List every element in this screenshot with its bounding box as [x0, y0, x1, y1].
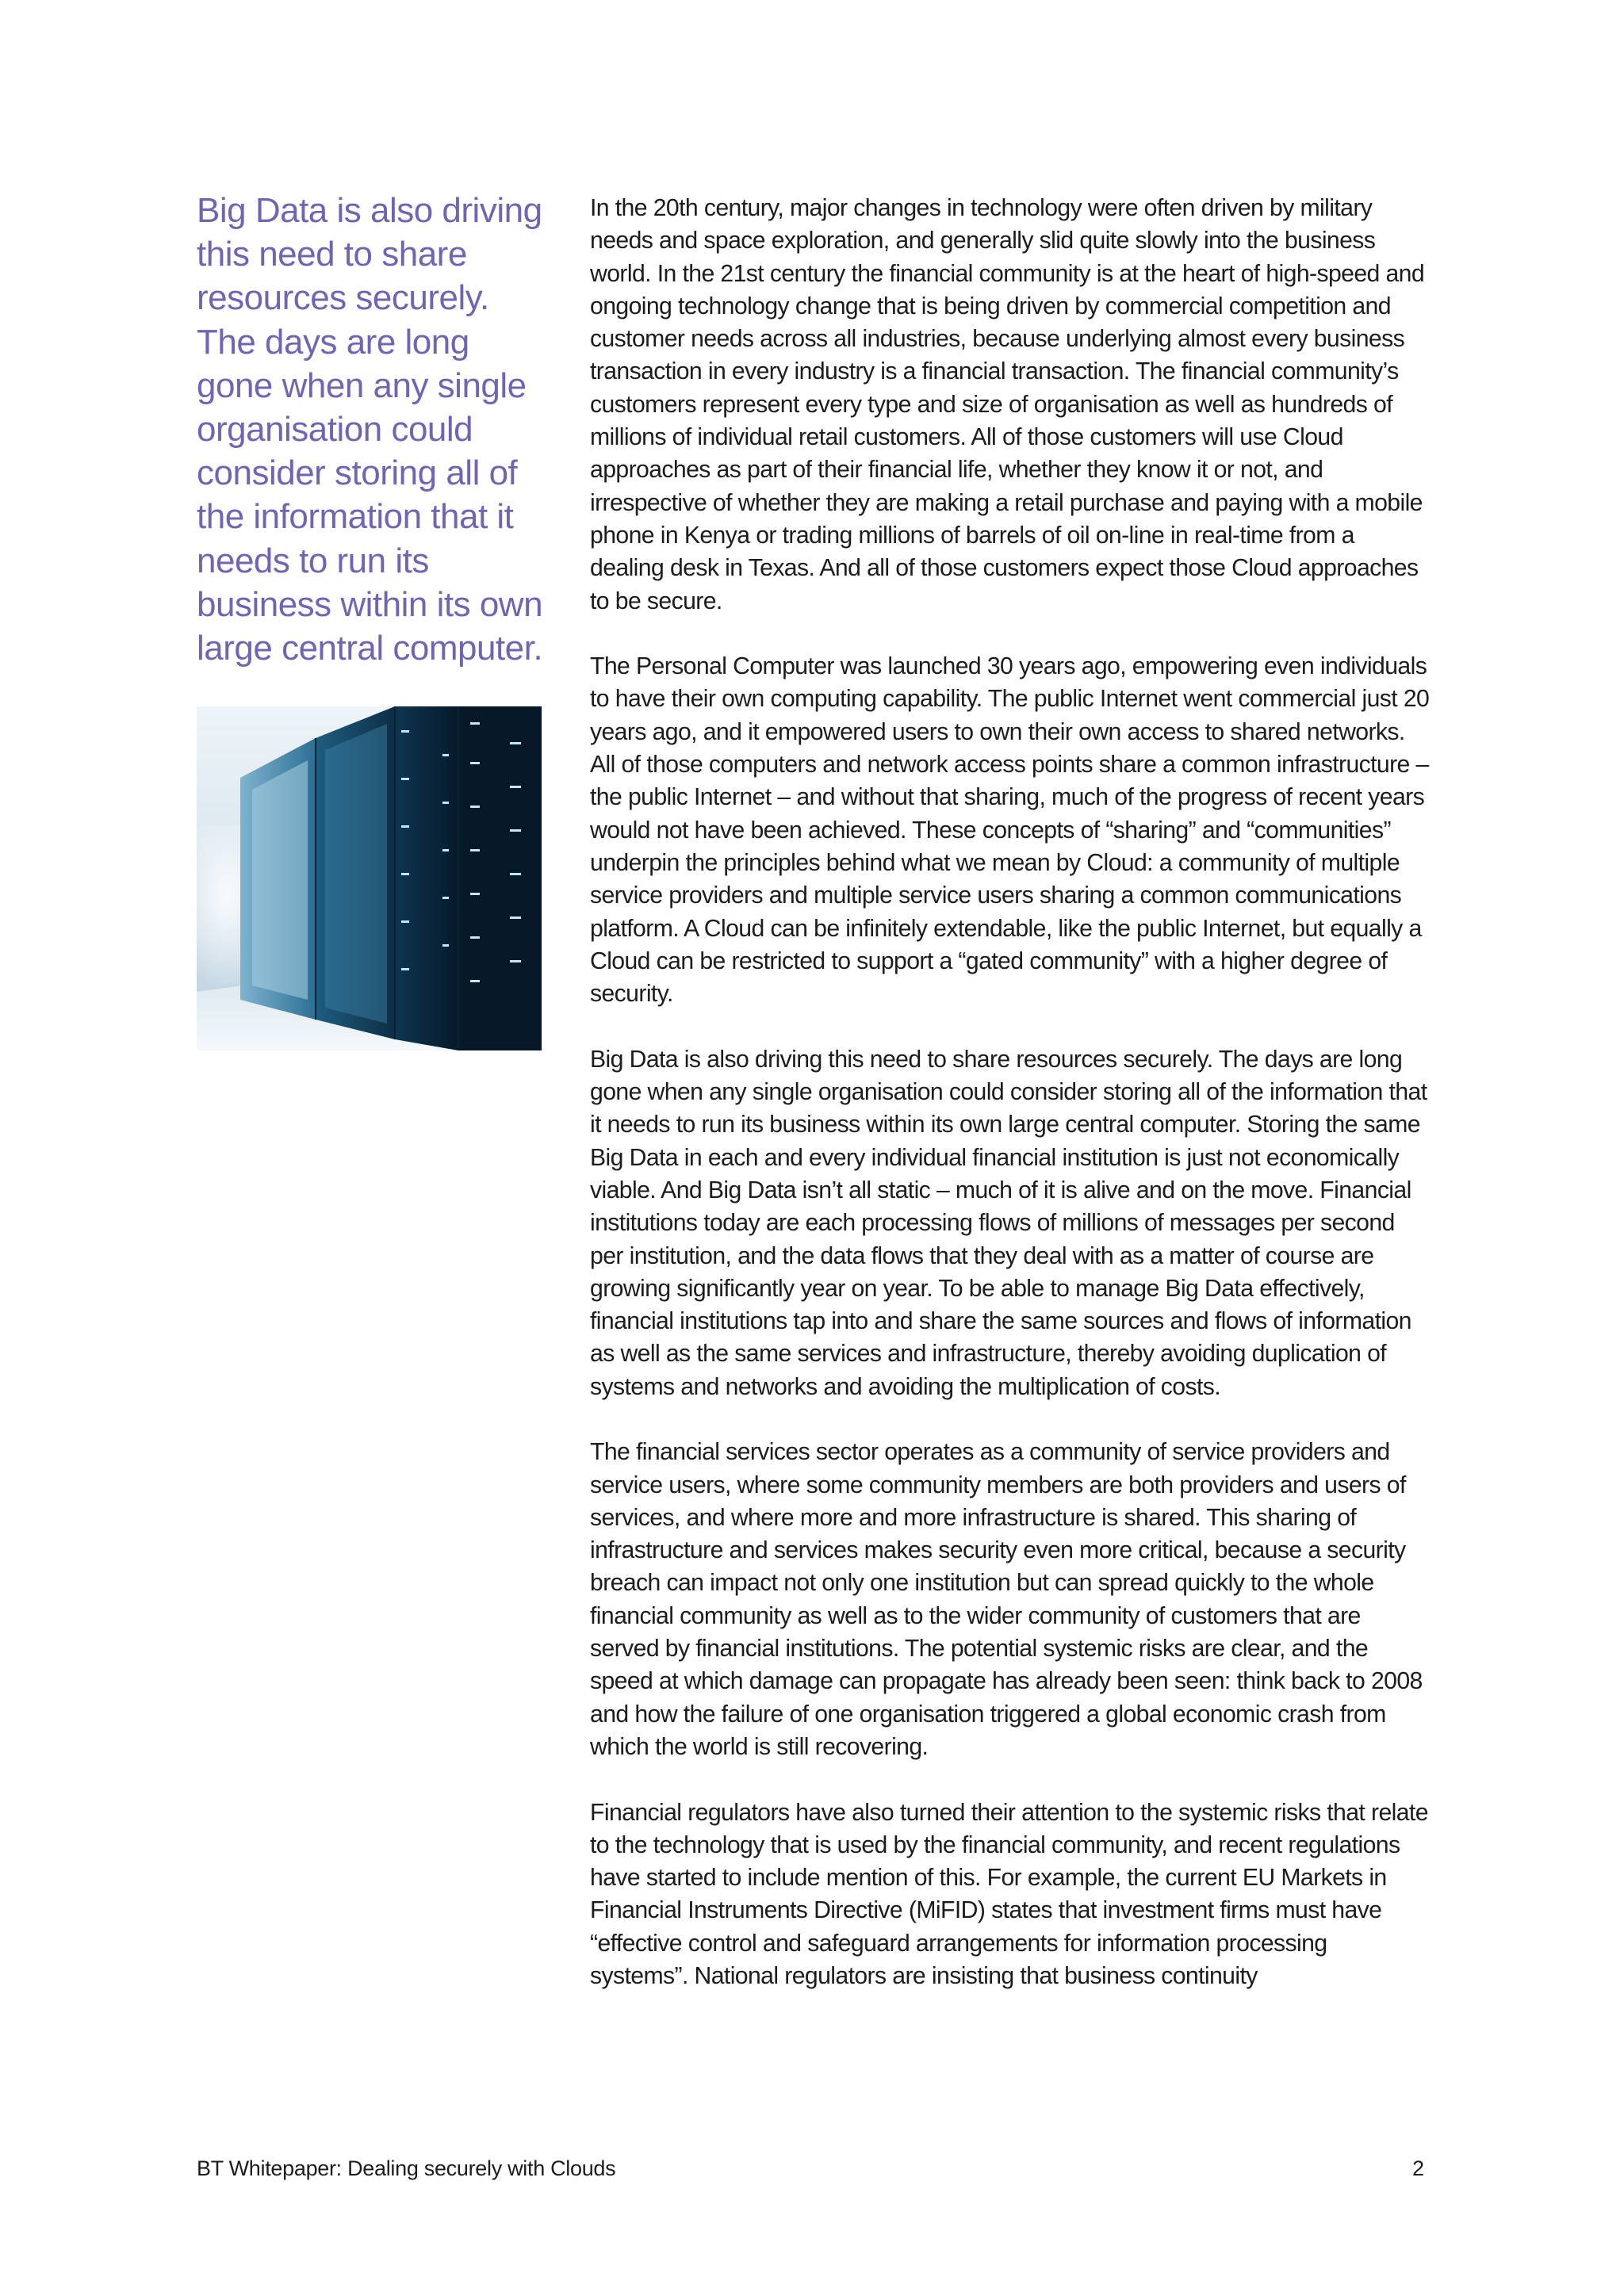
server-room-photo	[197, 706, 542, 1050]
pull-quote: Big Data is also driving this need to share resources securely. The days are long gone when any single organisation could consider storing all of the information that it needs to run its business within its own large central computer.	[197, 191, 543, 668]
body-text	[590, 192, 1431, 2026]
footer-title: BT Whitepaper: Dealing securely with Clouds	[197, 2156, 616, 2180]
paragraph: Financial regulators have also turned their attention to the systemic risks that relate to the technology that is used by the financial community, and recent regulations have started to include mention of this. For example, the current EU Markets in Financial Instruments Directive (MiFID) states that investment firms must have “effective control and safeguard arrangements for information processing systems”. National regulators are insisting that business continuity	[590, 1799, 1428, 1990]
paragraph: Big Data is also driving this need to share resources securely. The days are long gone when any single organisation could consider storing all of the information that it needs to run its business within its own large central computer. Storing the same Big Data in each and every individual financial institution is just not economically viable. And Big Data isn’t all static – much of it is alive and on the move. Financial institutions today are each processing flows of millions of messages per second per institution, and the data flows that they deal with as a matter of course are growing significantly year on year. To be able to manage Big Data effectively, financial institutions tap into and share the same sources and flows of information as well as the same services and infrastructure, thereby avoiding duplication of systems and networks and avoiding the multiplication of costs.	[590, 1046, 1427, 1400]
server-room-illustration	[197, 706, 542, 1050]
paragraph: The financial services sector operates as a community of service providers and service users, where some community members are both providers and users of services, and where more and more infrastructure is shared. This sharing of infrastructure and services makes security even more critical, because a security breach can impact not only one institution but can spread quickly to the whole financial community as well as to the wider community of customers that are served by financial institutions. The potential systemic risks are clear, and the speed at which damage can propagate has already been seen: think back to 2008 and how the failure of one organisation triggered a global economic crash from which the world is still recovering.	[590, 1439, 1423, 1760]
paragraph: The Personal Computer was launched 30 years ago, empowering even individuals to have their own computing capability. The public Internet went commercial just 20 years ago, and it empowered users to own their own access to shared networks. All of those computers and network access points share a common infrastructure – the public Internet – and without that sharing, much of the progress of recent years would not have been achieved. These concepts of “sharing” and “communities” underpin the principles behind what we mean by Cloud: a community of multiple service providers and multiple service users sharing a common communications platform. A Cloud can be infinitely extendable, like the public Internet, but equally a Cloud can be restricted to support a “gated community” with a higher degree of security.	[590, 653, 1430, 1008]
paragraph: In the 20th century, major changes in technology were often driven by military needs and space exploration, and generally slid quite slowly into the business world. In the 21st century the financial community is at the heart of high-speed and ongoing technology change that is being driven by commercial competition and customer needs across all industries, because underlying almost every business transaction in every industry is a financial transaction. The financial community’s customers represent every type and size of organisation as well as hundreds of millions of individual retail customers. All of those customers will use Cloud approaches as part of their financial life, whether they know it or not, and irrespective of whether they are making a retail purchase and paying with a mobile phone in Kenya or trading millions of barrels of oil on-line in real-time from a dealing desk in Texas. And all of those customers expect those Cloud approaches to be secure.	[590, 195, 1425, 614]
page-number: 2	[1411, 2156, 1424, 2180]
